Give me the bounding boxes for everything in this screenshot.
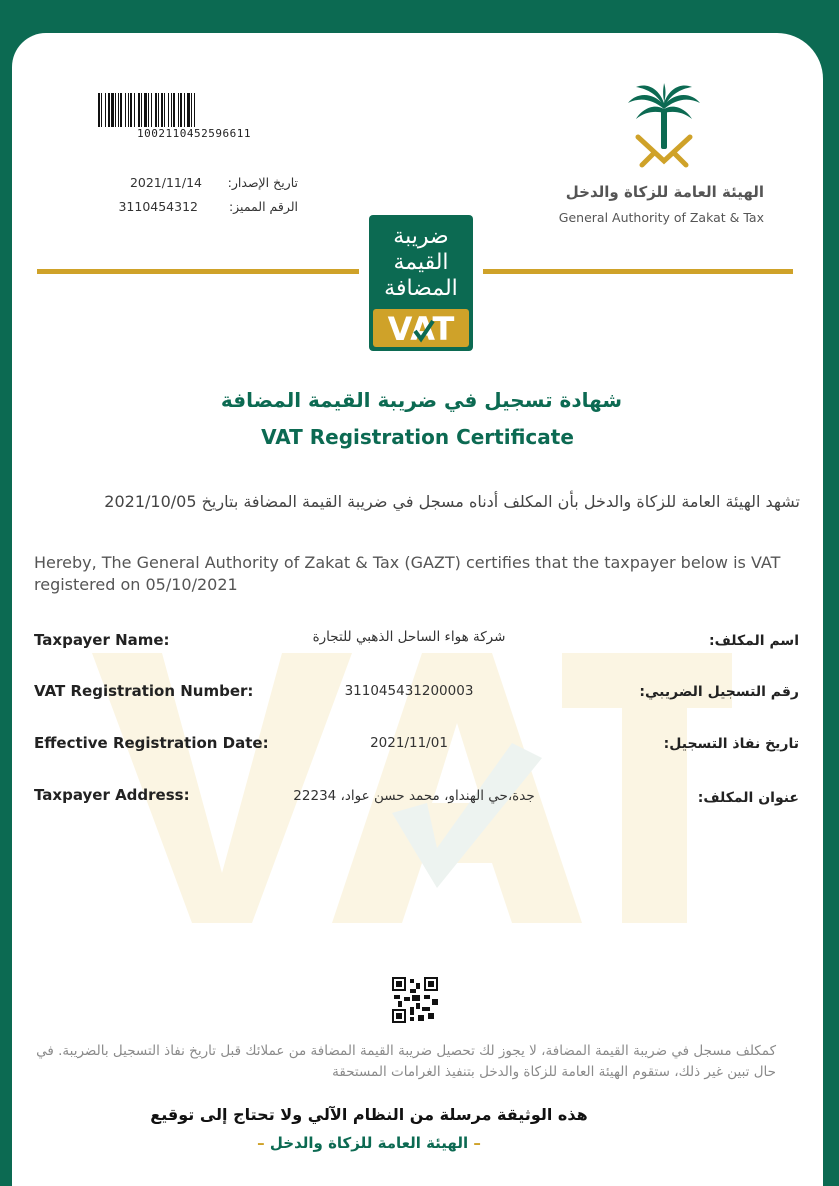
authority-name-ar: الهيئة العامة للزكاة والدخل: [565, 183, 764, 201]
vat-number-label-ar: رقم التسجيل الضريبي:: [639, 684, 799, 700]
vat-number-value: 311045431200003: [344, 683, 474, 699]
address-label-ar: عنوان المكلف:: [697, 790, 799, 806]
unique-number-value: 3110454312: [118, 199, 198, 214]
effective-date-label-en: Effective Registration Date:: [34, 734, 269, 752]
issue-date-label: تاريخ الإصدار:: [227, 175, 298, 190]
issue-date-value: 2021/11/14: [129, 175, 202, 190]
vat-logo-line3: المضافة: [384, 276, 458, 301]
taxpayer-name-label-ar: اسم المكلف:: [709, 633, 799, 649]
title-ar: شهادة تسجيل في ضريبة القيمة المضافة: [220, 388, 622, 412]
footer-dash-left: –: [473, 1134, 481, 1152]
vat-number-label-en: VAT Registration Number:: [34, 682, 254, 700]
statement-en: Hereby, The General Authority of Zakat & Tax (GAZT) certifies that the taxpayer below is VAT registered on 05/10/2021: [34, 553, 781, 594]
title-en: VAT Registration Certificate: [261, 425, 574, 449]
vat-logo-badge: VAT: [387, 310, 455, 348]
gold-divider-right: [483, 269, 793, 274]
footer-statement: هذه الوثيقة مرسلة من النظام الآلي ولا تحتاج إلى توقيع: [150, 1105, 588, 1124]
authority-palm-logo: [624, 83, 704, 175]
barcode-number: 1002110452596611: [98, 127, 290, 141]
unique-number-label: الرقم المميز:: [228, 199, 298, 214]
taxpayer-name-value: شركة هواء الساحل الذهبي للتجارة: [312, 629, 506, 645]
certificate-page: [12, 33, 823, 1186]
statement-ar: تشهد الهيئة العامة للزكاة والدخل بأن المكلف أدناه مسجل في ضريبة القيمة المضافة بتاريخ 2021/10/05: [104, 492, 800, 511]
footer-authority: [112, 1134, 626, 1152]
footer-authority-name: الهيئة العامة للزكاة والدخل: [269, 1134, 469, 1152]
vat-logo-line2: القيمة: [393, 250, 449, 275]
effective-date-label-ar: تاريخ نفاذ التسجيل:: [663, 736, 799, 752]
notice-text: كمكلف مسجل في ضريبة القيمة المضافة، لا يجوز لك تحصيل ضريبة القيمة المضافة من عملائك قبل تاريخ نفاذ التسجيل بالضريبة. في حال تبين غير ذلك، ستقوم الهيئة العامة للزكاة والدخل بتنفيذ الغرامات المستحقة: [36, 1043, 776, 1080]
address-label-en: Taxpayer Address:: [34, 786, 190, 804]
taxpayer-name-label-en: Taxpayer Name:: [34, 631, 170, 649]
authority-name-en: General Authority of Zakat & Tax: [558, 210, 764, 225]
address-value: جدة،حي الهنداو، محمد حسن عواد، 22234: [293, 788, 535, 804]
footer-dash-right: –: [257, 1134, 265, 1152]
effective-date-value: 2021/11/01: [370, 735, 448, 751]
gold-divider-left: [37, 269, 359, 274]
vat-logo: [369, 215, 473, 351]
qr-code: [392, 977, 438, 1023]
vat-logo-line1: ضريبة: [393, 224, 449, 249]
